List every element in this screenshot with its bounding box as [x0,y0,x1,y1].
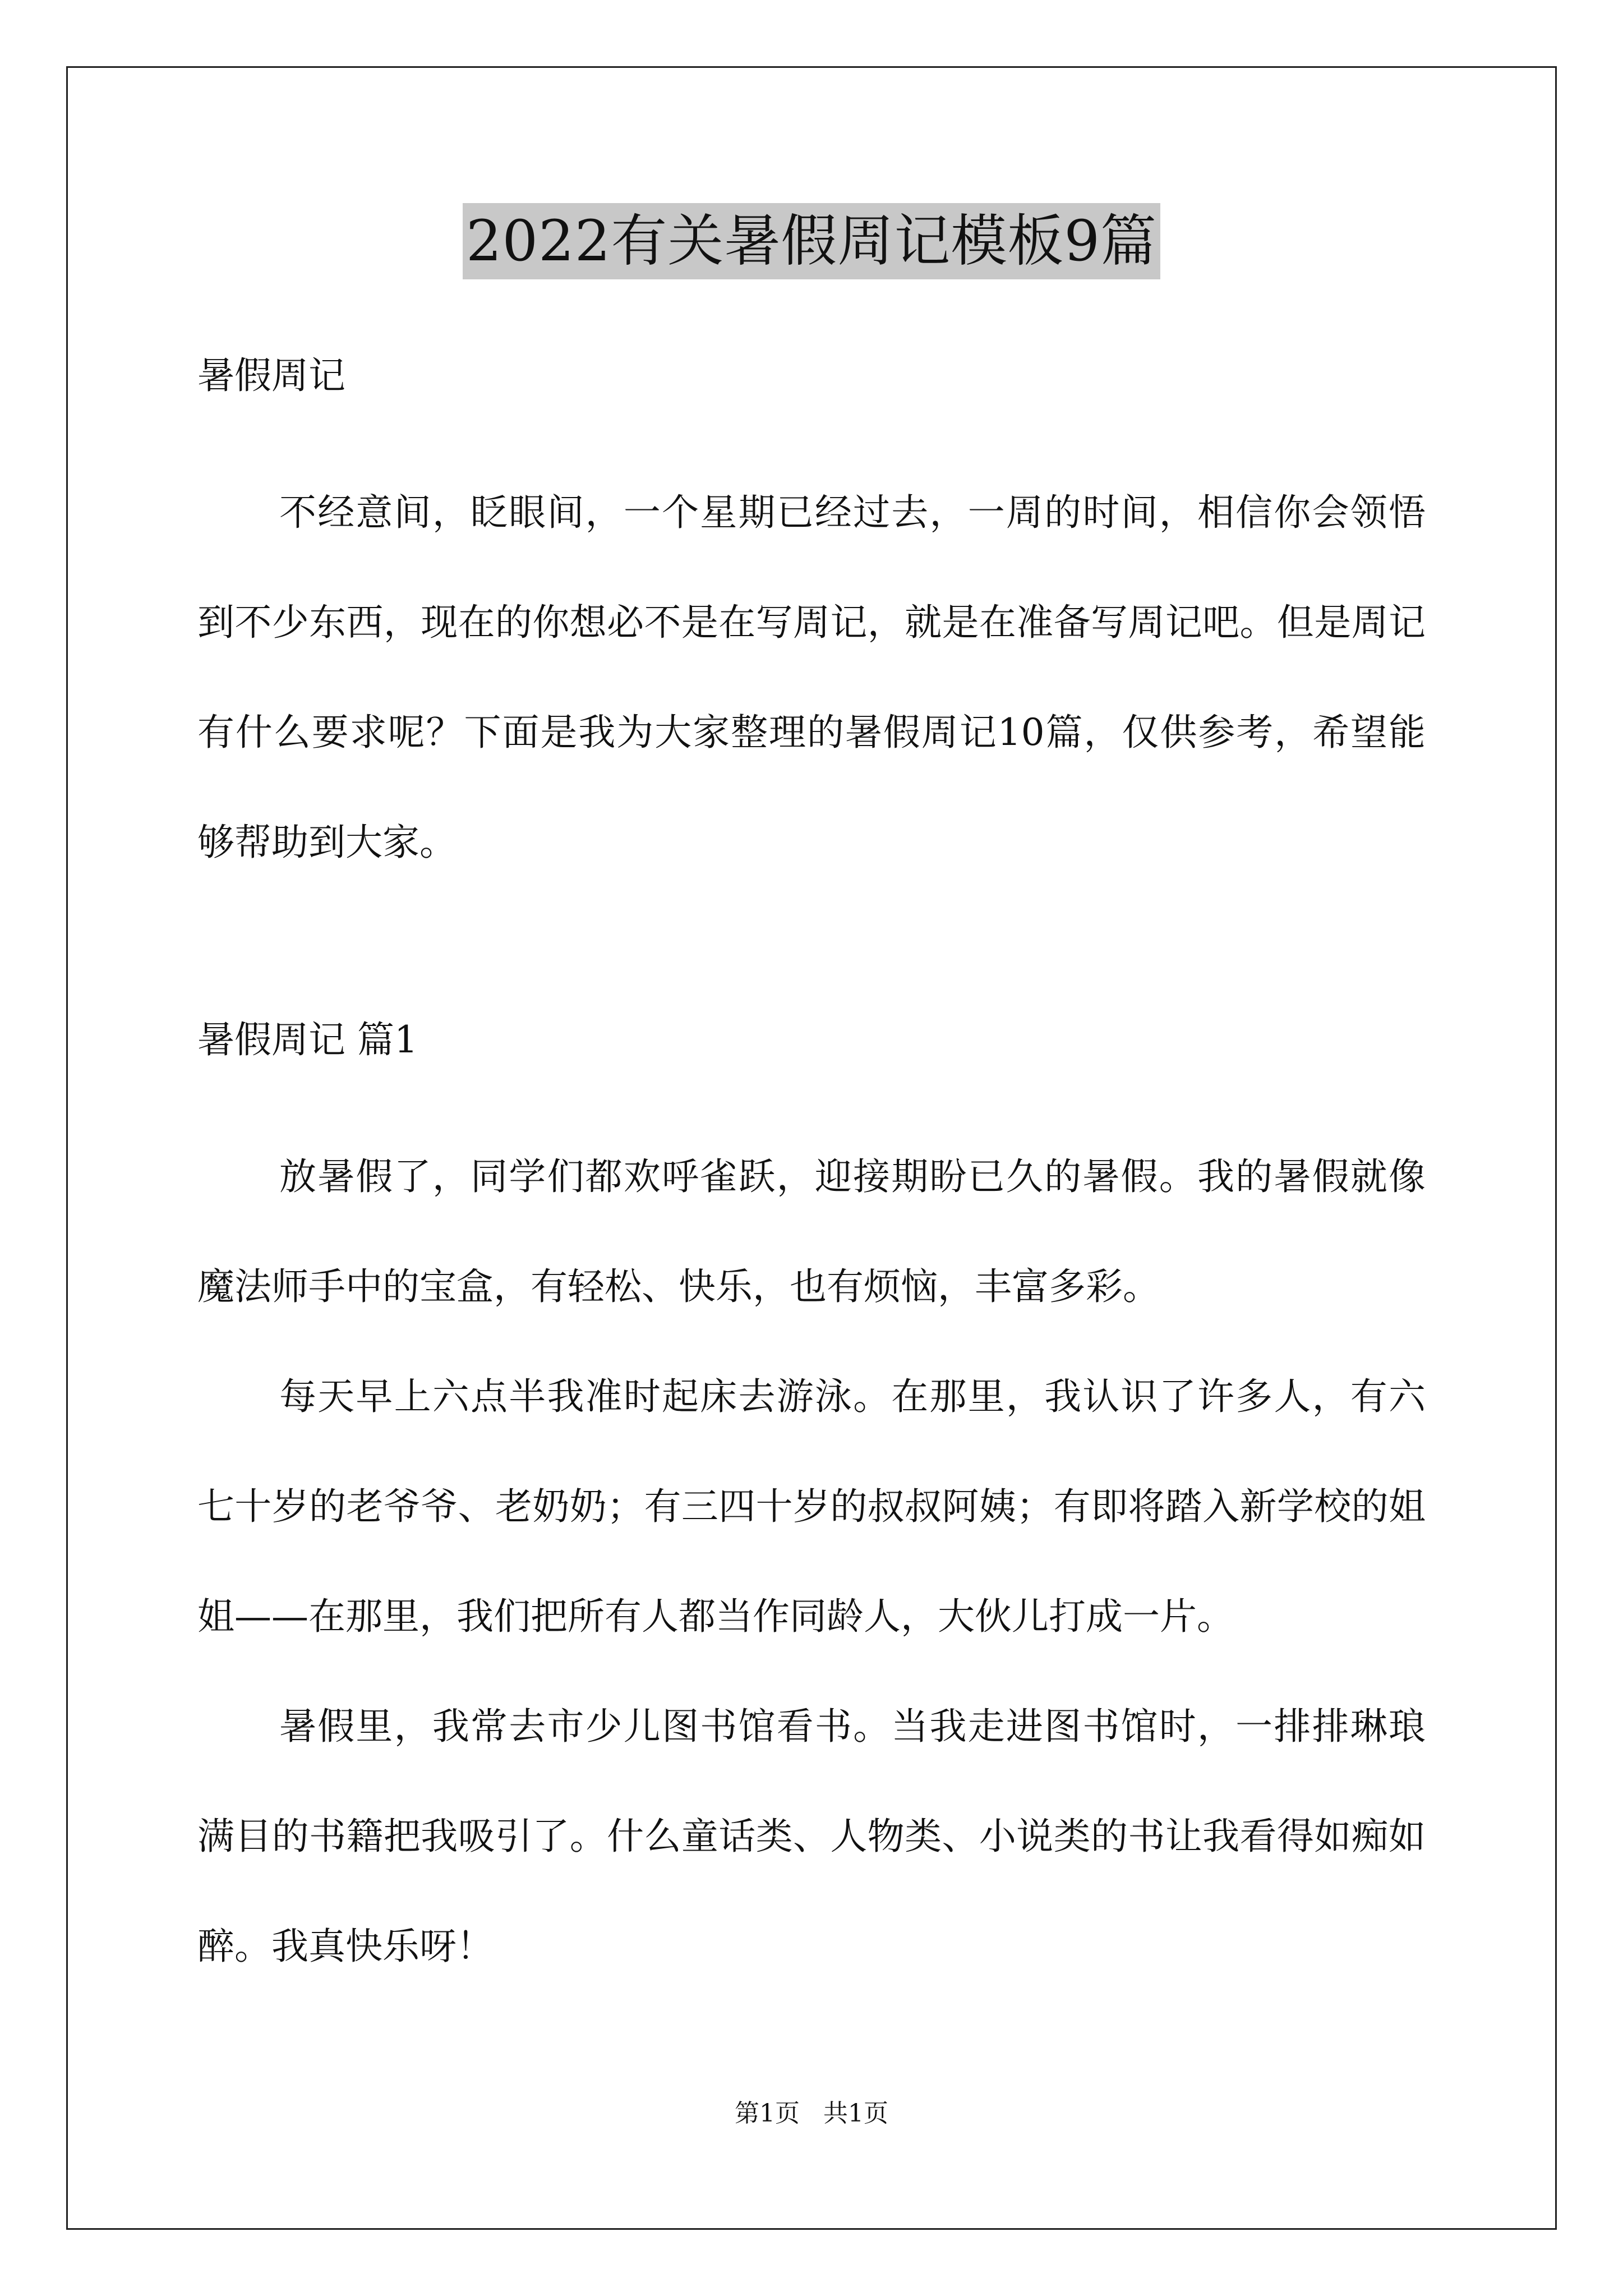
title-container [0,203,1623,279]
document-title: 2022有关暑假周记模板9篇 [463,203,1160,279]
page-footer: 第1页 共1页 [735,2099,888,2128]
section-1-paragraph-1: 放暑假了，同学们都欢呼雀跃，迎接期盼已久的暑假。我的暑假就像魔法师手中的宝盒，有轻松、快乐，也有烦恼，丰富多彩。 [197,1155,1426,1308]
intro-paragraph: 不经意间，眨眼间，一个星期已经过去，一周的时间，相信你会领悟到不少东西，现在的你想必不是在写周记，就是在准备写周记吧。但是周记有什么要求呢？下面是我为大家整理的暑假周记10篇，仅供参考，希望能够帮助到大家。 [197,491,1426,864]
section-1-paragraph-2: 每天早上六点半我准时起床去游泳。在那里，我认识了许多人，有六七十岁的老爷爷、老奶奶；有三四十岁的叔叔阿姨；有即将踏入新学校的姐姐——在那里，我们把所有人都当作同龄人，大伙儿打成一片。 [197,1375,1426,1638]
section-1-heading: 暑假周记 篇1 [197,1018,418,1061]
intro-heading: 暑假周记 [197,354,345,397]
document-body [197,348,1426,2001]
section-1-paragraph-3: 暑假里，我常去市少儿图书馆看书。当我走进图书馆时，一排排琳琅满目的书籍把我吸引了。什么童话类、人物类、小说类的书让我看得如痴如醉。我真快乐呀！ [197,1705,1426,1968]
